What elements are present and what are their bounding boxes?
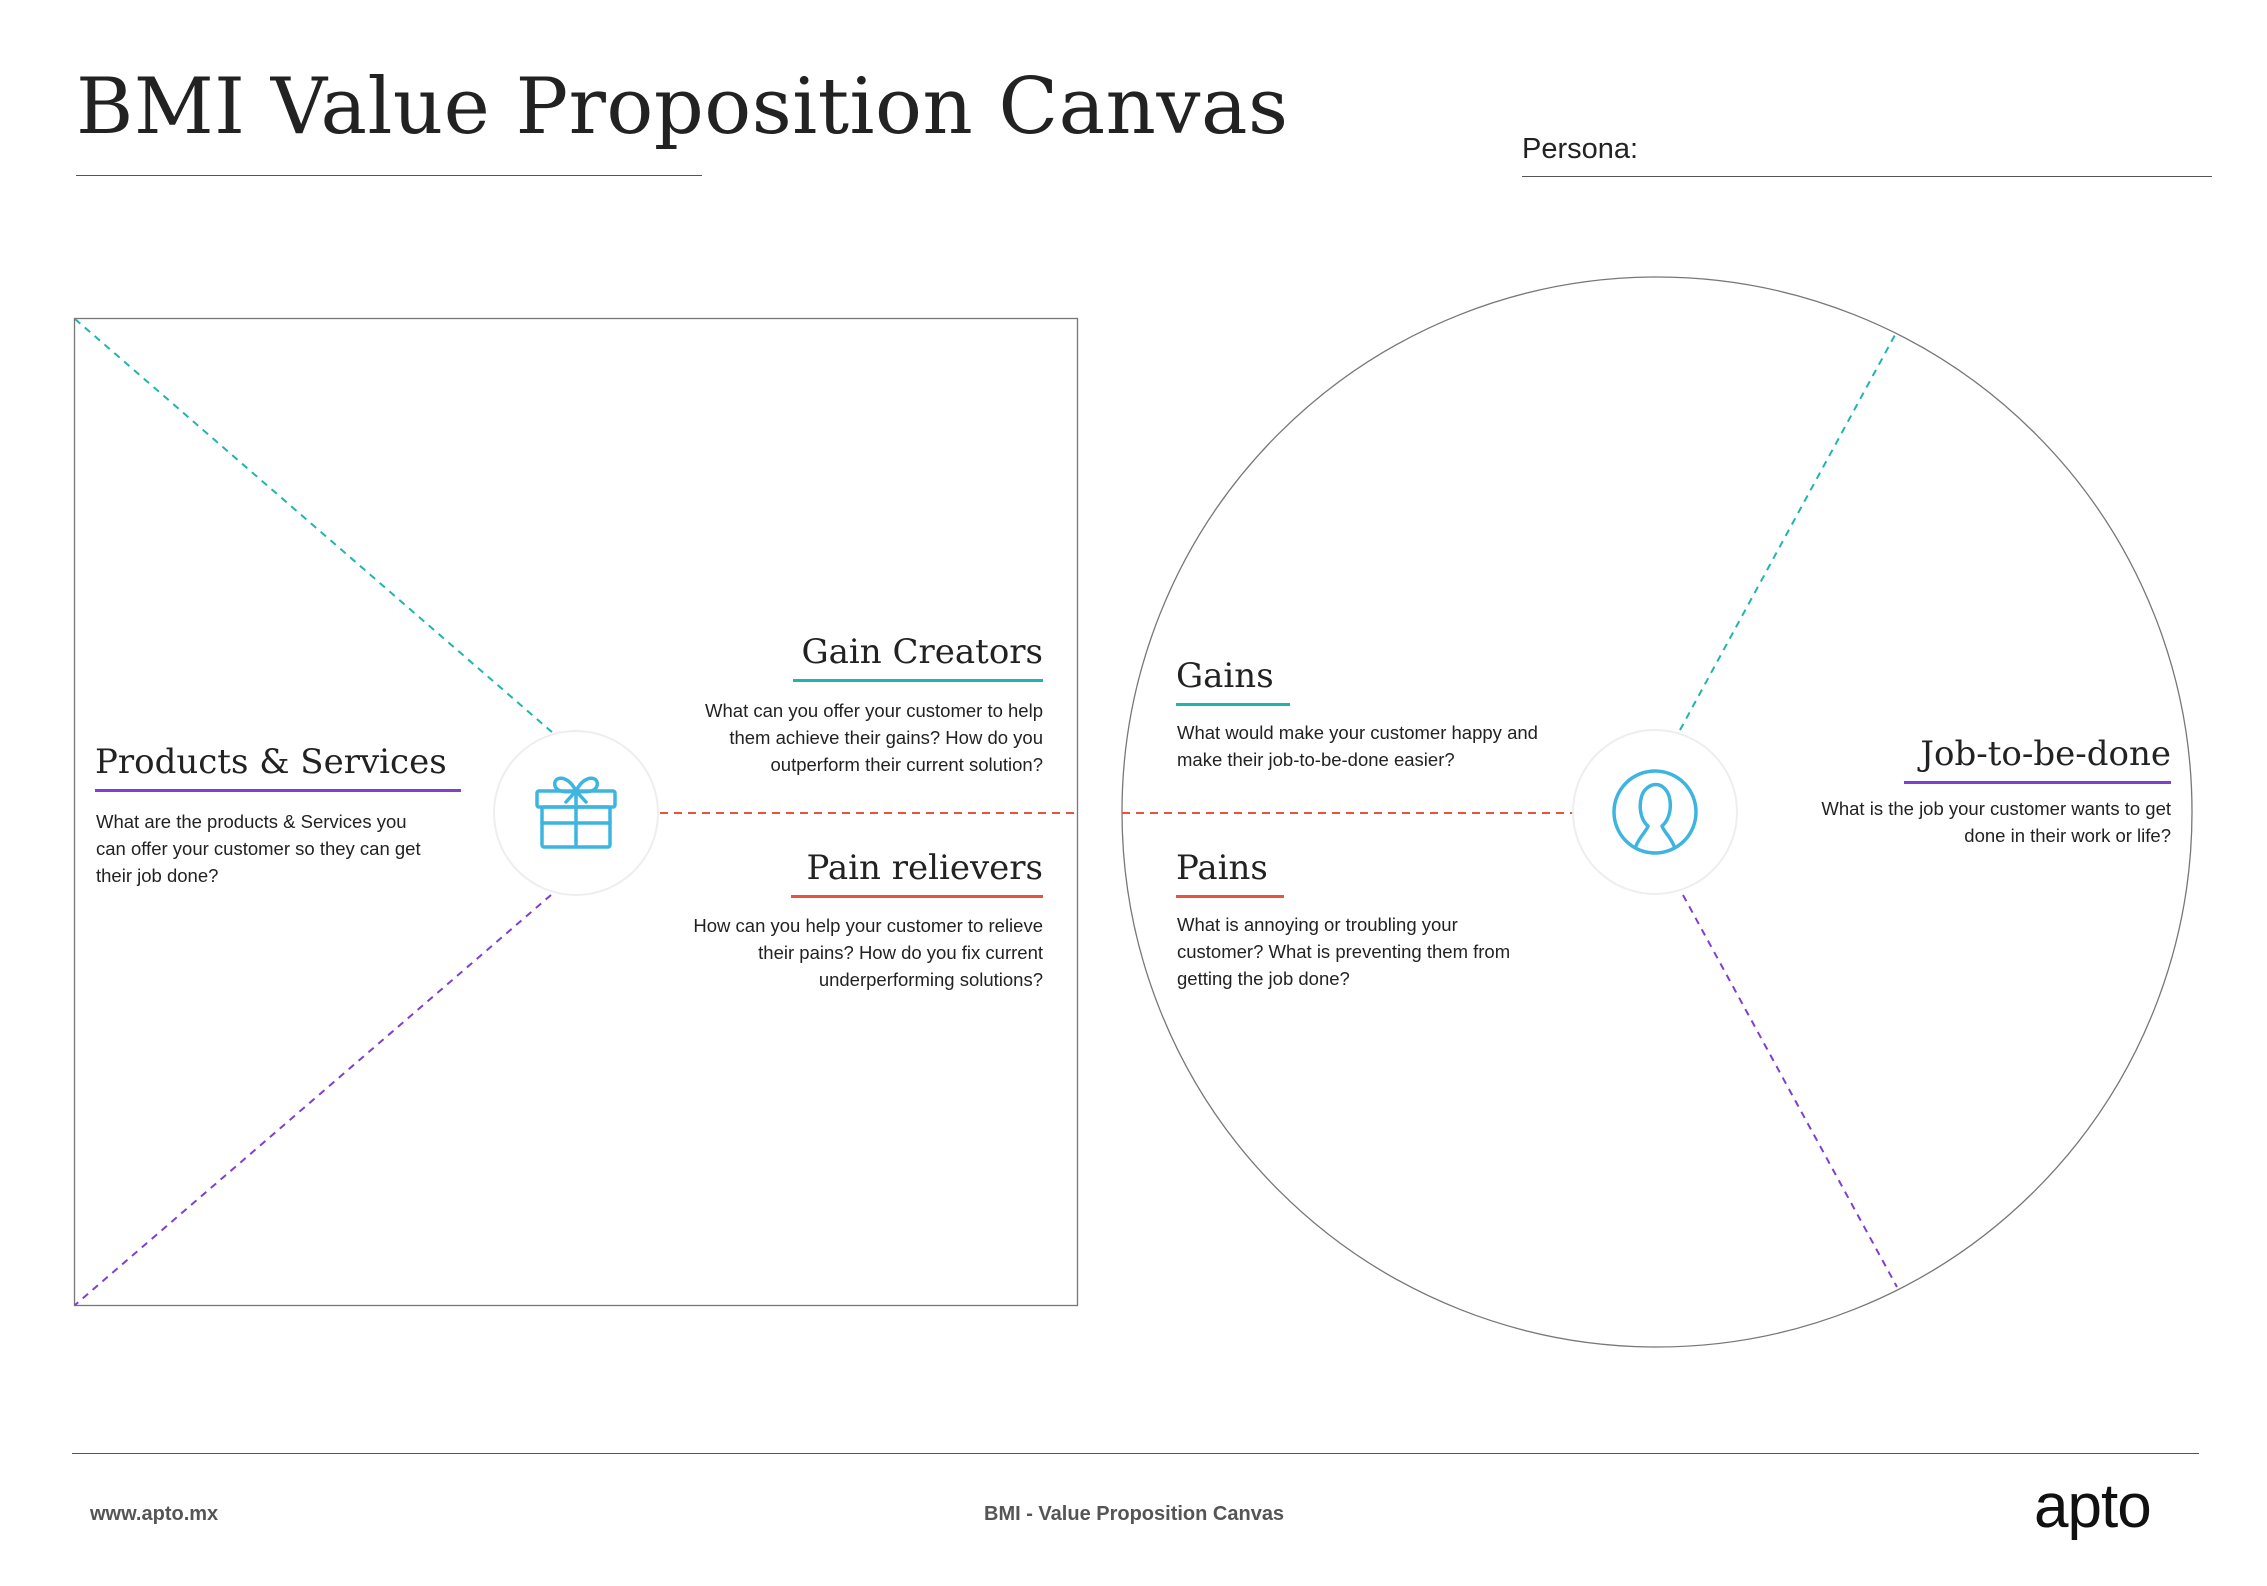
gains-description: What would make your customer happy and make their job-to-be-done easier? xyxy=(1177,722,1538,770)
footer-title: BMI - Value Proposition Canvas xyxy=(984,1503,1285,1525)
value-map-teal-divider xyxy=(75,319,553,733)
gains-heading xyxy=(1176,656,1274,696)
gains-title: Gains xyxy=(1176,656,1274,696)
persona-label: Persona: xyxy=(1522,133,1639,165)
gain-creators-title: Gain Creators xyxy=(801,632,1043,672)
gain-creators-underline xyxy=(793,679,1043,682)
products-services-title: Products & Services xyxy=(95,742,447,782)
customer-profile-teal-divider xyxy=(1680,335,1895,730)
job-to-be-done-heading xyxy=(1920,734,2171,774)
page-title: BMI Value Proposition Canvas xyxy=(76,62,1289,152)
footer-website-link[interactable]: www.apto.mx xyxy=(90,1503,219,1525)
gain-creators-heading xyxy=(801,632,1043,672)
pain-relievers-description: How can you help your customer to relieve their pains? How do you fix current underperforming solutions? xyxy=(693,915,1043,990)
job-to-be-done-description: What is the job your customer wants to get done in their work or life? xyxy=(1821,798,2171,846)
footer-divider xyxy=(72,1453,2199,1454)
pains-underline xyxy=(1176,895,1284,898)
products-services-description: What are the products & Services you can offer your customer so they can get their job done? xyxy=(96,811,421,886)
pains-title: Pains xyxy=(1176,848,1268,888)
customer-profile-purple-divider xyxy=(1683,895,1897,1287)
pain-relievers-underline xyxy=(791,895,1043,898)
pain-relievers-title: Pain relievers xyxy=(806,848,1043,888)
value-map-purple-divider xyxy=(75,895,551,1305)
gain-creators-description: What can you offer your customer to help them achieve their gains? How do you outperform their current solution? xyxy=(705,700,1043,775)
products-services-underline xyxy=(95,789,461,792)
products-services-heading xyxy=(95,742,447,782)
apto-logo-text: apto xyxy=(2034,1482,2151,1541)
apto-logo xyxy=(2030,1482,2170,1562)
person-icon-badge xyxy=(1573,730,1737,894)
job-to-be-done-underline xyxy=(1904,781,2171,784)
pains-heading xyxy=(1176,848,1268,888)
gains-underline xyxy=(1176,703,1290,706)
pain-relievers-heading xyxy=(807,848,1043,888)
job-to-be-done-title: Job-to-be-done xyxy=(1920,734,2171,774)
pains-description: What is annoying or troubling your customer? What is preventing them from getting the job done? xyxy=(1177,914,1511,989)
